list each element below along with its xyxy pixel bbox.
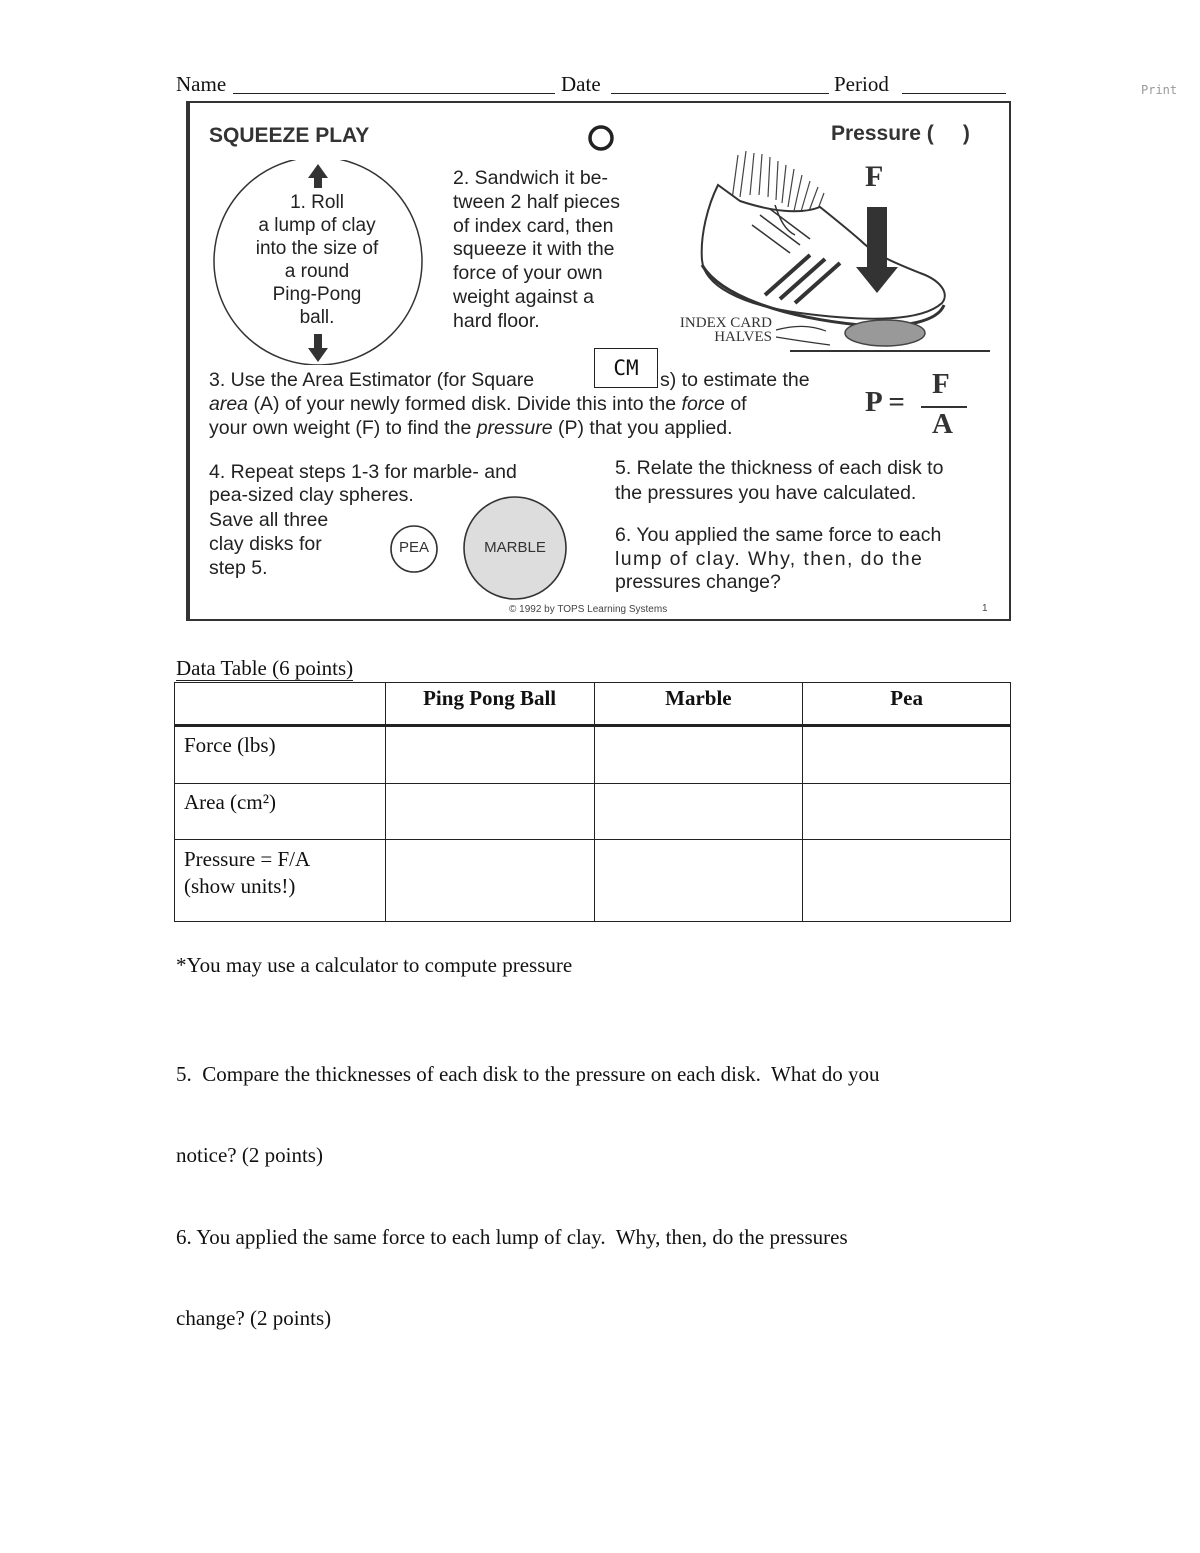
question-5: 5. Compare the thicknesses of each disk to the pressure on each disk. What do you notice? (2 points) — [176, 1062, 880, 1167]
table-header-row — [175, 683, 1011, 726]
step-3-line-1b: s) to estimate the — [660, 369, 810, 391]
cell-area-pea[interactable] — [803, 784, 1011, 840]
down-arrow-icon — [308, 334, 328, 362]
cell-force-pea[interactable] — [803, 726, 1011, 784]
row-label-area: Area (cm²) — [175, 784, 386, 840]
cell-area-ping-pong[interactable] — [385, 784, 594, 840]
circle-icon — [586, 123, 616, 153]
row-label-pressure: Pressure = F/A (show units!) — [175, 840, 386, 922]
cell-area-marble[interactable] — [594, 784, 803, 840]
row-label-force: Force (lbs) — [175, 726, 386, 784]
pea-label: PEA — [398, 539, 429, 556]
table-header-empty — [175, 683, 386, 726]
cell-force-ping-pong[interactable] — [385, 726, 594, 784]
step-4-line-4: clay disks for — [209, 533, 322, 555]
column-header-ping-pong: Ping Pong Ball — [385, 683, 594, 726]
name-label: Name — [176, 72, 227, 96]
name-blank[interactable] — [233, 93, 555, 94]
calculator-note: *You may use a calculator to compute pressure — [176, 953, 573, 977]
cell-pressure-ping-pong[interactable] — [385, 840, 594, 922]
cell-force-marble[interactable] — [594, 726, 803, 784]
step-6-text: 6. You applied the same force to each lump of clay. Why, then, do the pressures change? — [615, 524, 942, 593]
worksheet-title: SQUEEZE PLAY — [209, 124, 370, 147]
step-5-text: 5. Relate the thickness of each disk to the pressures you have calculated. — [615, 457, 944, 504]
column-header-marble: Marble — [594, 683, 803, 726]
question-6-answer-area[interactable] — [176, 1230, 1011, 1350]
marble-label: MARBLE — [484, 539, 546, 556]
step-3-line-2: area (A) of your newly formed disk. Divide this into the force of — [209, 393, 747, 415]
cell-pressure-marble[interactable] — [594, 840, 803, 922]
formula-numerator: F — [932, 368, 950, 400]
data-table — [174, 682, 1011, 922]
index-card-label: INDEX CARD HALVES — [679, 315, 772, 345]
step-1-text: 1. Roll a lump of clay into the size of a round Ping-Pong ball. — [255, 192, 379, 328]
page-number: 1 — [982, 603, 988, 614]
step-3-line-1: 3. Use the Area Estimator (for Square — [209, 369, 535, 391]
column-header-pea: Pea — [803, 683, 1011, 726]
formula-lhs: P = — [865, 386, 905, 418]
date-label: Date — [561, 72, 601, 96]
up-arrow-icon — [308, 164, 328, 188]
cm-box: CM — [594, 348, 658, 388]
period-blank[interactable] — [902, 93, 1006, 94]
step-2-text: 2. Sandwich it be- tween 2 half pieces of index card, then squeeze it with the force of your own weight against a hard floor. — [453, 167, 620, 332]
pressure-heading: Pressure ( ) — [831, 122, 970, 145]
formula-denominator: A — [932, 408, 953, 440]
print-tag: Print — [1141, 83, 1178, 97]
clay-disk — [845, 320, 925, 346]
data-table-caption: Data Table (6 points) — [176, 656, 354, 680]
cell-pressure-pea[interactable] — [803, 840, 1011, 922]
step-3-line-3: your own weight (F) to find the pressure (P) that you applied. — [209, 417, 733, 439]
step-4-line-3: Save all three — [209, 509, 329, 531]
table-row — [175, 840, 1011, 922]
copyright-text: © 1992 by TOPS Learning Systems — [509, 604, 668, 615]
date-blank[interactable] — [611, 93, 829, 94]
table-row — [175, 726, 1011, 784]
table-row — [175, 784, 1011, 840]
step-4-line-5: step 5. — [209, 557, 268, 579]
question-6: 6. You applied the same force to each lump of clay. Why, then, do the pressures change? (2 points) — [176, 1225, 848, 1330]
step-4-line-2: pea-sized clay spheres. — [209, 484, 414, 506]
force-letter: F — [865, 160, 884, 193]
question-5-answer-area[interactable] — [176, 1066, 1011, 1161]
step-4-line-1: 4. Repeat steps 1-3 for marble- and — [209, 461, 517, 483]
period-label: Period — [834, 72, 889, 96]
